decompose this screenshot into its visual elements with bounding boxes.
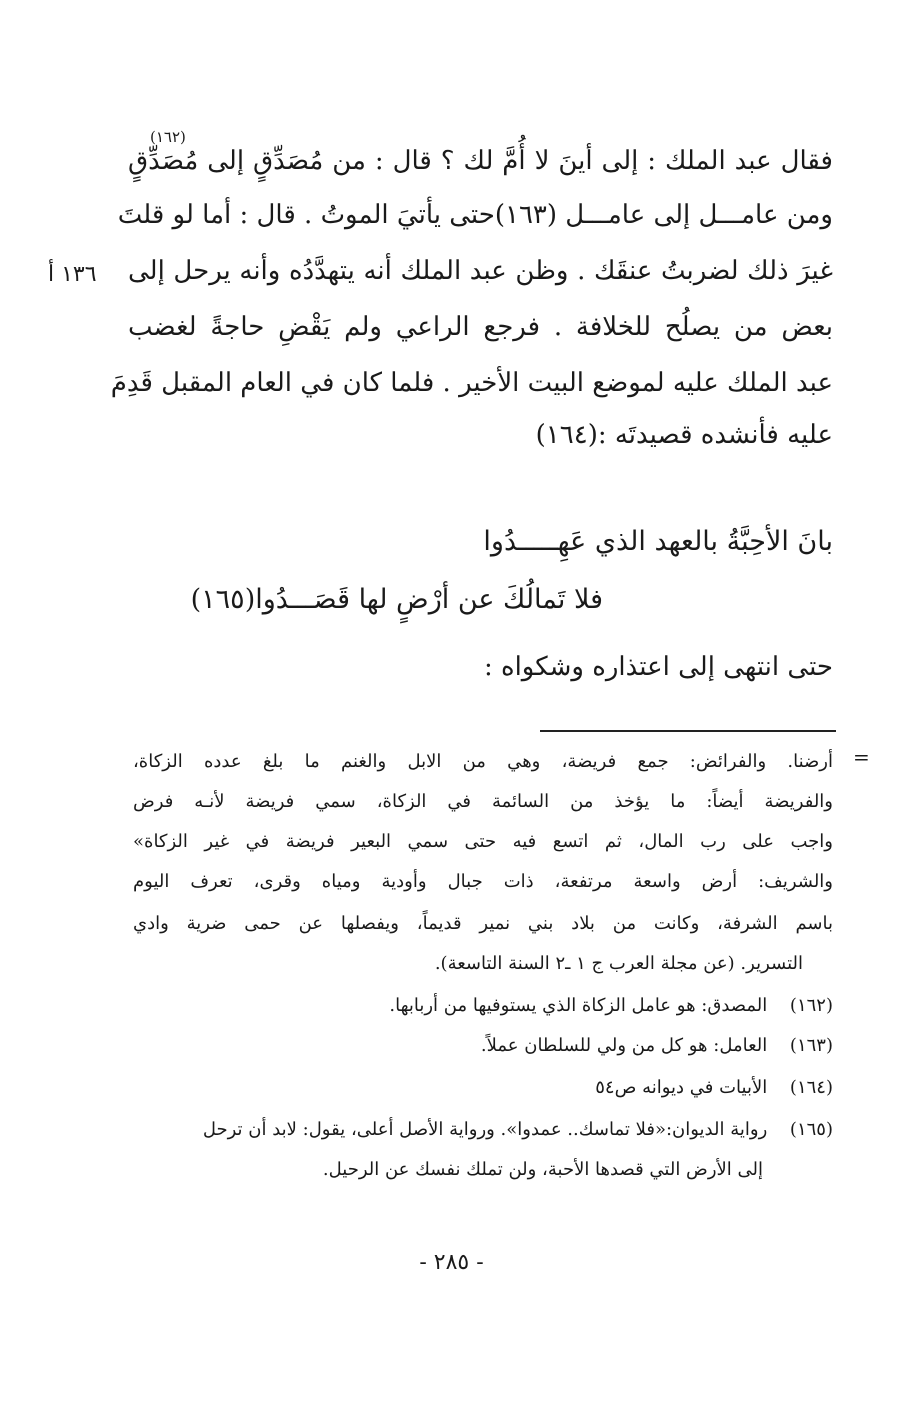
page-number: - ٢٨٥ - bbox=[419, 1250, 484, 1275]
verse-hemistich-2: فلا تَمالُكَ عن أرْضٍ لها قَصَـــدُوا(١٦٥) bbox=[190, 584, 603, 615]
footnote-cont-line-5: باسم الشرفة، وكانت من بلاد بني نمير قديماً، ويفصلها عن حمى ضرية وادي bbox=[133, 913, 833, 934]
footnote-165-cont: إلى الأرض التي قصدها الأحبة، ولن تملك نفسك عن الرحيل. bbox=[322, 1159, 763, 1180]
footnote-text: العامل: هو كل من ولي للسلطان عملاً. bbox=[480, 1035, 768, 1056]
footnote-164 bbox=[133, 1076, 833, 1100]
footnote-ref-162: (١٦٢) bbox=[150, 128, 186, 146]
footnote-number: (١٦٥) bbox=[789, 1119, 833, 1140]
footnote-number: (١٦٣) bbox=[789, 1035, 833, 1056]
footnote-text: الأبيات في ديوانه ص٥٤ bbox=[595, 1077, 768, 1098]
body-line-2: ومن عامـــل إلى عامـــل (١٦٣)حتى يأتيَ الموتُ . قال : أما لو قلتَ bbox=[117, 200, 833, 230]
footnote-165 bbox=[133, 1118, 833, 1142]
body-line-6: عليه فأنشده قصيدتَه :(١٦٤) bbox=[535, 420, 833, 450]
footnote-number: (١٦٤) bbox=[789, 1077, 833, 1098]
body-line-3: غيرَ ذلك لضربتُ عنقَك . وظن عبد الملك أنه يتهدَّدُه وأنه يرحل إلى bbox=[128, 256, 833, 286]
footnote-number: (١٦٢) bbox=[789, 995, 833, 1016]
body-line-1: فقال عبد الملك : إلى أينَ لا أُمَّ لك ؟ قال : من مُصَدِّقٍ إلى مُصَدِّقٍ bbox=[128, 146, 833, 176]
footnote-163 bbox=[133, 1034, 833, 1058]
body-line-4: بعض من يصلُح للخلافة . فرجع الراعي ولم يَقْضِ حاجةً لغضب bbox=[128, 312, 833, 342]
footnote-text: المصدق: هو عامل الزكاة الذي يستوفيها من أربابها. bbox=[389, 995, 768, 1016]
verse-hemistich-1: بانَ الأحِبَّةُ بالعهد الذي عَهِـــــدُوا bbox=[483, 526, 833, 557]
footnote-cont-line-2: والفريضة أيضاً: ما يؤخذ من السائمة في الزكاة، سمي فريضة لأنـه فرض bbox=[133, 791, 833, 812]
footnote-cont-line-6: التسرير. (عن مجلة العرب ج ١ ـ٢ السنة التاسعة). bbox=[434, 953, 803, 974]
footnote-cont-line-3: واجب على رب المال، ثم اتسع فيه حتى سمي البعير فريضة في غير الزكاة» bbox=[133, 831, 833, 852]
continuation-marker: = bbox=[853, 745, 870, 769]
margin-folio-note: ١٣٦ أ bbox=[48, 262, 97, 287]
footnote-162 bbox=[133, 994, 833, 1018]
footnote-cont-line-1: أرضنا. والفرائض: جمع فريضة، وهي من الابل والغنم ما بلغ عدده الزكاة، bbox=[133, 751, 833, 772]
body-line-5: عبد الملك عليه لموضع البيت الأخير . فلما كان في العام المقبل قَدِمَ bbox=[110, 368, 833, 398]
transition-line: حتى انتهى إلى اعتذاره وشكواه : bbox=[483, 652, 833, 682]
footnote-cont-line-4: والشريف: أرض واسعة مرتفعة، ذات جبال وأودية ومياه وقرى، تعرف اليوم bbox=[133, 871, 833, 892]
footnote-separator bbox=[540, 730, 836, 732]
footnote-text: رواية الديوان:«فلا تماسك.. عمدوا». ورواية الأصل أعلى، يقول: لابد أن ترحل bbox=[202, 1119, 768, 1140]
